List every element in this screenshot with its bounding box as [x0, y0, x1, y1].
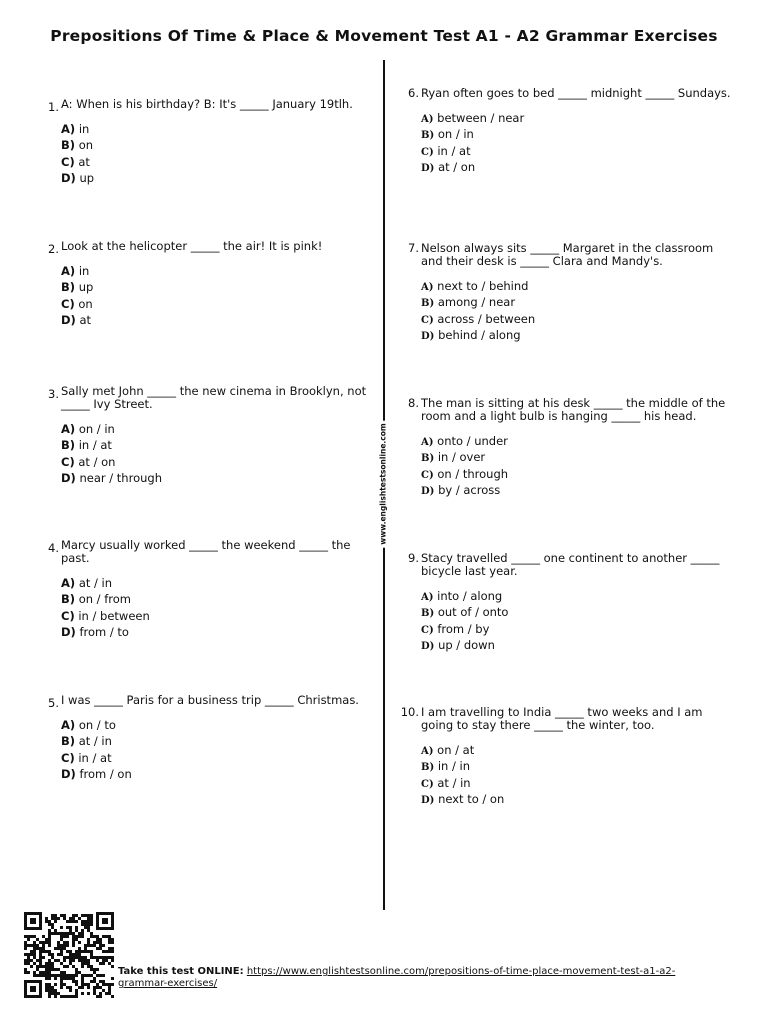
option-letter: D) — [61, 471, 76, 486]
option-text: in / in — [437, 759, 470, 774]
option-letter: A) — [61, 718, 76, 732]
answer-options — [61, 575, 371, 641]
question-number: 3. — [48, 387, 59, 401]
answer-option[interactable] — [421, 278, 731, 294]
answer-option[interactable] — [421, 126, 731, 142]
question-5 — [48, 693, 371, 783]
option-text: behind / along — [438, 328, 521, 343]
option-letter: D) — [421, 486, 435, 498]
question-text: Ryan often goes to bed _____ midnight _____ Sundays. — [421, 86, 731, 100]
option-text: from / on — [79, 767, 132, 782]
option-letter: A) — [61, 264, 76, 278]
page-title: Prepositions Of Time & Place & Movement Test A1 - A2 Grammar Exercises — [50, 27, 718, 45]
option-letter: A) — [421, 592, 434, 603]
question-text: The man is sitting at his desk _____ the middle of the room and a light bulb is hanging _____ his head. — [421, 396, 726, 423]
option-text: from / by — [437, 621, 490, 636]
option-text: among / near — [437, 295, 516, 310]
option-letter: C) — [61, 750, 75, 765]
answer-option[interactable] — [61, 421, 371, 437]
answer-option[interactable] — [421, 110, 731, 126]
option-text: up — [78, 280, 94, 295]
option-letter: A) — [421, 746, 434, 757]
answer-option[interactable] — [61, 437, 371, 453]
answer-option[interactable] — [61, 312, 371, 328]
question-number: 5. — [48, 696, 59, 710]
test-online-link[interactable]: https://www.englishtestsonline.com/prepositions-of-time-place-movement-test-a1-a2-grammar-exercises/ — [118, 966, 676, 989]
question-text: Stacy travelled _____ one continent to another _____ bicycle last year. — [421, 551, 720, 578]
option-text: at / in — [78, 576, 113, 590]
answer-option[interactable] — [61, 154, 371, 170]
option-letter: C) — [421, 469, 434, 481]
answer-option[interactable] — [61, 733, 371, 749]
option-letter: D) — [421, 795, 435, 807]
answer-option[interactable] — [421, 327, 731, 343]
answer-options — [61, 121, 371, 187]
answer-option[interactable] — [421, 449, 731, 465]
answer-option[interactable] — [421, 588, 731, 604]
answer-option[interactable] — [421, 621, 731, 637]
option-letter: B) — [61, 280, 76, 295]
answer-option[interactable] — [61, 170, 371, 186]
answer-option[interactable] — [61, 608, 371, 624]
option-letter: B) — [421, 298, 435, 310]
question-number: 9. — [408, 551, 419, 565]
question-10 — [400, 705, 731, 808]
option-text: at / on — [78, 454, 116, 469]
option-text: in / between — [78, 608, 150, 623]
answer-option[interactable] — [61, 470, 371, 486]
option-text: between / near — [437, 111, 525, 125]
answer-option[interactable] — [61, 454, 371, 470]
question-6 — [408, 86, 731, 176]
question-4 — [48, 538, 371, 641]
question-number: 1. — [48, 100, 59, 114]
answer-option[interactable] — [421, 637, 731, 653]
question-text: Sally met John _____ the new cinema in Brooklyn, not _____ Ivy Street. — [61, 384, 367, 411]
option-text: out of / onto — [437, 605, 509, 620]
answer-option[interactable] — [421, 159, 731, 175]
option-letter: A) — [421, 282, 434, 293]
question-text: I am travelling to India _____ two weeks and I am going to stay there _____ the winter, too. — [421, 705, 703, 732]
question-text: I was _____ Paris for a business trip _____ Christmas. — [61, 693, 359, 707]
question-7 — [408, 241, 731, 344]
option-text: at / on — [438, 160, 476, 175]
question-number: 7. — [408, 241, 419, 255]
answer-options — [421, 110, 731, 176]
question-number: 10. — [400, 705, 419, 719]
option-text: in / at — [78, 750, 112, 765]
option-text: next to / on — [438, 792, 505, 807]
answer-option[interactable] — [421, 758, 731, 774]
option-text: at / in — [437, 775, 471, 790]
option-letter: A) — [61, 122, 76, 136]
qr-code-icon[interactable] — [24, 912, 114, 998]
option-letter: C) — [61, 608, 75, 623]
answer-option[interactable] — [61, 121, 371, 137]
option-text: on / at — [437, 743, 475, 757]
question-1 — [48, 97, 371, 187]
option-text: by / across — [438, 483, 501, 498]
question-number: 6. — [408, 86, 419, 100]
question-text: Marcy usually worked _____ the weekend _____ the past. — [61, 538, 351, 565]
option-letter: B) — [421, 762, 435, 774]
option-letter: D) — [421, 641, 435, 653]
answer-options — [421, 278, 731, 344]
question-8 — [408, 396, 731, 499]
option-letter: C) — [421, 314, 434, 326]
option-text: next to / behind — [437, 279, 529, 293]
answer-option[interactable] — [421, 742, 731, 758]
option-letter: A) — [61, 422, 76, 436]
footer — [118, 966, 678, 990]
option-text: near / through — [79, 471, 162, 486]
option-letter: D) — [61, 313, 76, 328]
option-letter: A) — [421, 437, 434, 448]
answer-options — [61, 263, 371, 329]
option-letter: B) — [61, 138, 76, 153]
answer-option[interactable] — [61, 137, 371, 153]
question-text: A: When is his birthday? B: It's _____ January 19tlh. — [61, 97, 353, 111]
question-number: 2. — [48, 242, 59, 256]
option-text: from / to — [79, 625, 129, 640]
question-text: Nelson always sits _____ Margaret in the classroom and their desk is _____ Clara and Mandy's. — [421, 241, 714, 268]
option-text: in — [78, 264, 90, 278]
option-text: in — [78, 122, 90, 136]
question-3 — [48, 384, 371, 487]
answer-option[interactable] — [421, 482, 731, 498]
answer-option[interactable] — [421, 466, 731, 482]
side-url-text: www.englishtestsonline.com — [379, 420, 388, 547]
option-letter: B) — [421, 130, 435, 142]
option-letter: C) — [61, 296, 75, 311]
answer-option[interactable] — [421, 791, 731, 807]
answer-option[interactable] — [421, 433, 731, 449]
answer-option[interactable] — [421, 604, 731, 620]
question-number: 4. — [48, 541, 59, 555]
option-letter: D) — [61, 767, 76, 782]
answer-option[interactable] — [421, 294, 731, 310]
option-letter: D) — [61, 625, 76, 640]
question-9 — [408, 551, 731, 654]
question-number: 8. — [408, 396, 419, 410]
answer-options — [421, 588, 731, 654]
answer-options — [61, 717, 371, 783]
option-text: on / from — [78, 592, 131, 607]
option-letter: B) — [61, 592, 76, 607]
option-letter: C) — [421, 778, 434, 790]
answer-option[interactable] — [61, 296, 371, 312]
option-letter: D) — [421, 331, 435, 343]
option-text: onto / under — [437, 434, 508, 448]
option-letter: D) — [421, 163, 435, 175]
option-text: across / between — [437, 311, 536, 326]
option-text: at — [78, 154, 90, 169]
answer-option[interactable] — [61, 624, 371, 640]
answer-option[interactable] — [61, 575, 371, 591]
question-2 — [48, 239, 371, 329]
option-text: in / over — [437, 450, 486, 465]
option-text: on / in — [78, 422, 115, 436]
option-letter: B) — [421, 608, 435, 620]
answer-option[interactable] — [61, 263, 371, 279]
option-text: on / through — [437, 466, 509, 481]
answer-option[interactable] — [421, 311, 731, 327]
option-text: on / to — [78, 718, 116, 732]
option-text: at / in — [78, 734, 112, 749]
option-letter: D) — [61, 171, 76, 186]
answer-option[interactable] — [61, 591, 371, 607]
answer-options — [421, 742, 731, 808]
option-text: up — [79, 171, 95, 186]
option-letter: A) — [61, 576, 76, 590]
answer-option[interactable] — [61, 279, 371, 295]
option-text: on — [78, 138, 94, 153]
option-text: on / in — [437, 127, 474, 142]
answer-options — [61, 421, 371, 487]
option-letter: C) — [421, 624, 434, 636]
option-text: on — [78, 296, 93, 311]
option-text: in / at — [78, 438, 112, 453]
answer-option[interactable] — [421, 775, 731, 791]
option-letter: B) — [61, 438, 76, 453]
answer-option[interactable] — [61, 766, 371, 782]
footer-label: Take this test ONLINE: — [118, 966, 244, 977]
answer-option[interactable] — [61, 717, 371, 733]
option-letter: C) — [421, 146, 434, 158]
answer-option[interactable] — [61, 750, 371, 766]
option-letter: A) — [421, 114, 434, 125]
option-letter: B) — [421, 453, 435, 465]
question-text: Look at the helicopter _____ the air! It is pink! — [61, 239, 323, 253]
option-text: up / down — [438, 638, 495, 653]
option-text: at — [79, 313, 92, 328]
answer-option[interactable] — [421, 143, 731, 159]
option-letter: B) — [61, 734, 76, 749]
option-letter: C) — [61, 154, 75, 169]
option-letter: C) — [61, 454, 75, 469]
option-text: in / at — [437, 143, 471, 158]
option-text: into / along — [437, 589, 503, 603]
answer-options — [421, 433, 731, 499]
